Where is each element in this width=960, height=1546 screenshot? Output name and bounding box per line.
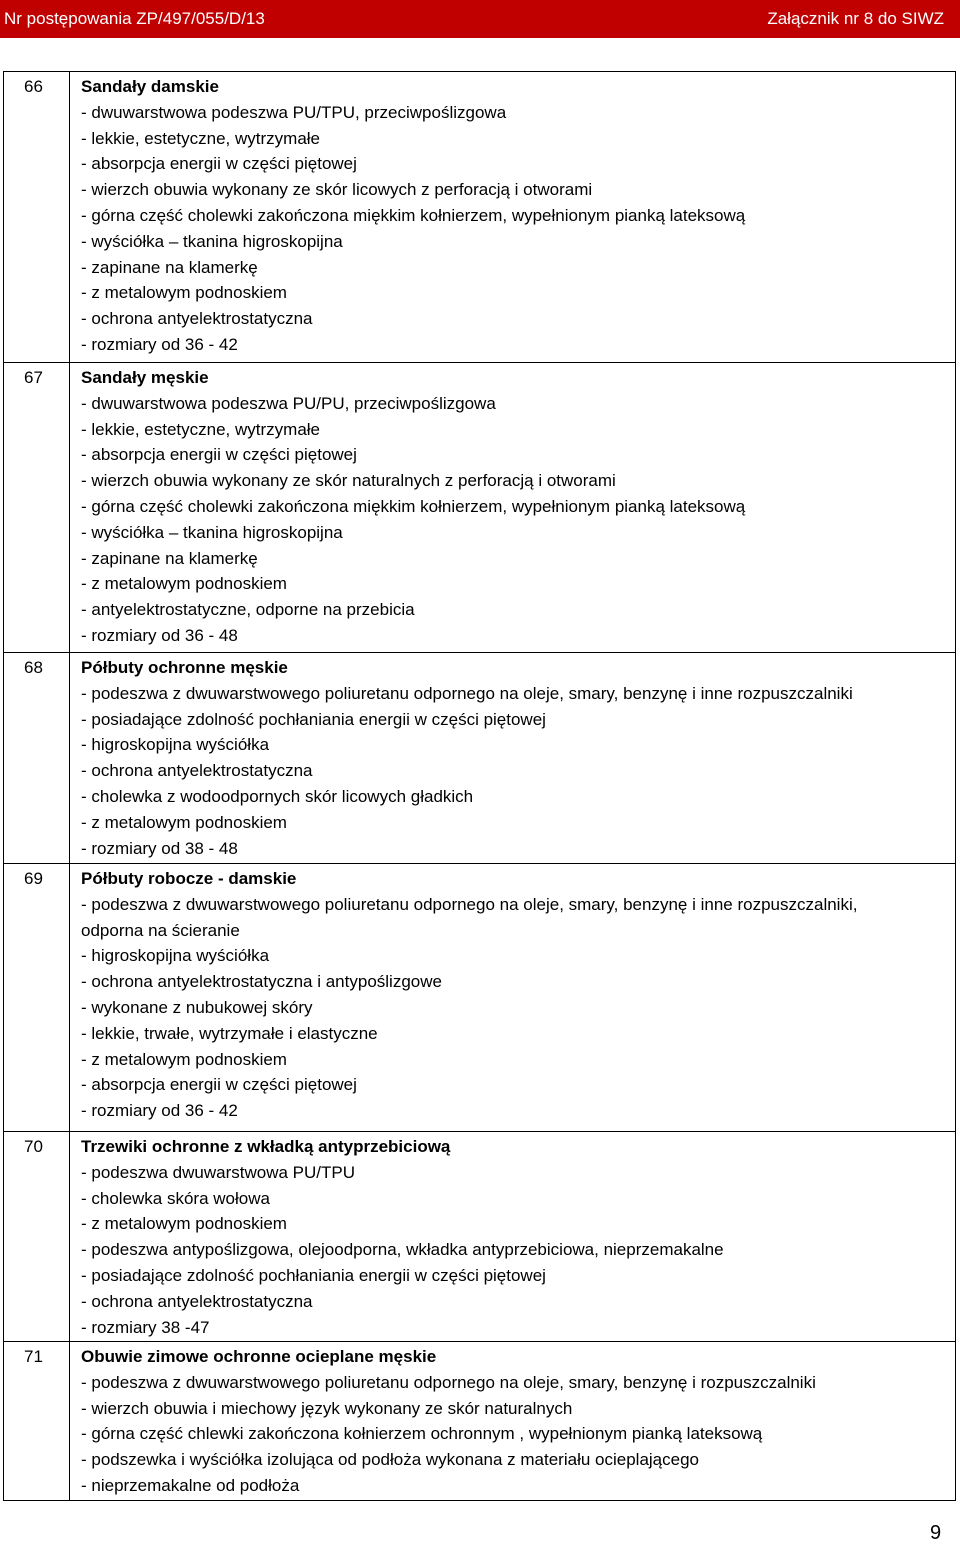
spec-line: - wykonane z nubukowej skóry bbox=[81, 997, 313, 1017]
spec-line: - z metalowym podnoskiem bbox=[81, 1214, 287, 1234]
procedure-number: Nr postępowania ZP/497/055/D/13 bbox=[4, 9, 265, 28]
spec-line: - absorpcja energii w części piętowej bbox=[81, 445, 357, 465]
spec-line: - podeszwa antypoślizgowa, olejoodporna, wkładka antyprzebiciowa, nieprzemakalne bbox=[81, 1240, 724, 1260]
spec-line: - podeszwa dwuwarstwowa PU/TPU bbox=[81, 1162, 355, 1182]
spec-line: - wierzch obuwia wykonany ze skór naturalnych z perforacją i otworami bbox=[81, 471, 616, 491]
item-number: 71 bbox=[4, 1342, 70, 1501]
spec-line: - wierzch obuwia wykonany ze skór licowych z perforacją i otworami bbox=[81, 180, 593, 200]
items-table bbox=[3, 71, 956, 1501]
item-title: Półbuty robocze - damskie bbox=[81, 869, 297, 888]
spec-line: - podszewka i wyściółka izolująca od podłoża wykonana z materiału ocieplającego bbox=[81, 1450, 700, 1470]
page-number: 9 bbox=[930, 1522, 942, 1544]
spec-line: - rozmiary 38 -47 bbox=[81, 1317, 210, 1337]
spec-line: - podeszwa z dwuwarstwowego poliuretanu odpornego na oleje, smary, benzynę i rozpuszczalniki bbox=[81, 1372, 816, 1392]
item-description bbox=[70, 864, 956, 1132]
spec-line: - absorpcja energii w części piętowej bbox=[81, 1075, 357, 1095]
item-row bbox=[4, 72, 956, 363]
page-header bbox=[0, 0, 960, 38]
attachment-label: Załącznik nr 8 do SIWZ bbox=[767, 9, 944, 28]
spec-line: - higroskopijna wyściółka bbox=[81, 735, 270, 755]
item-number: 69 bbox=[4, 864, 70, 1132]
spec-line: - górna część chlewki zakończona kołnierzem ochronnym , wypełnionym pianką lateksową bbox=[81, 1424, 763, 1444]
spec-line: - wierzch obuwia i miechowy język wykonany ze skór naturalnych bbox=[81, 1398, 573, 1418]
spec-line: - lekkie, trwałe, wytrzymałe i elastyczne bbox=[81, 1023, 378, 1043]
spec-line: - z metalowym podnoskiem bbox=[81, 283, 287, 303]
item-number: 70 bbox=[4, 1132, 70, 1342]
spec-line: - ochrona antyelektrostatyczna bbox=[81, 1291, 313, 1311]
spec-line: - ochrona antyelektrostatyczna bbox=[81, 761, 313, 781]
item-title: Obuwie zimowe ochronne ocieplane męskie bbox=[81, 1347, 437, 1366]
spec-line: - rozmiary od 36 - 48 bbox=[81, 625, 238, 645]
spec-line: - posiadające zdolność pochłaniania energii w części piętowej bbox=[81, 1265, 546, 1285]
spec-line: - zapinane na klamerkę bbox=[81, 548, 258, 568]
spec-line: - rozmiary od 38 - 48 bbox=[81, 838, 238, 858]
item-description bbox=[70, 653, 956, 864]
spec-line: - dwuwarstwowa podeszwa PU/PU, przeciwpoślizgowa bbox=[81, 393, 496, 413]
spec-line: - absorpcja energii w części piętowej bbox=[81, 154, 357, 174]
item-number: 66 bbox=[4, 72, 70, 363]
spec-line: - z metalowym podnoskiem bbox=[81, 574, 287, 594]
spec-line: - wyściółka – tkanina higroskopijna bbox=[81, 522, 343, 542]
spec-line: - lekkie, estetyczne, wytrzymałe bbox=[81, 128, 321, 148]
spec-line: - z metalowym podnoskiem bbox=[81, 812, 287, 832]
spec-line: - cholewka skóra wołowa bbox=[81, 1188, 270, 1208]
spec-line: - dwuwarstwowa podeszwa PU/TPU, przeciwpoślizgowa bbox=[81, 102, 507, 122]
spec-line: - nieprzemakalne od podłoża bbox=[81, 1475, 300, 1495]
item-number: 68 bbox=[4, 653, 70, 864]
spec-line: - rozmiary od 36 - 42 bbox=[81, 1101, 238, 1121]
item-title: Półbuty ochronne męskie bbox=[81, 658, 288, 677]
item-description bbox=[70, 1132, 956, 1342]
item-title: Sandały męskie bbox=[81, 368, 209, 387]
spec-line: - rozmiary od 36 - 42 bbox=[81, 334, 238, 354]
item-row bbox=[4, 1132, 956, 1342]
item-number: 67 bbox=[4, 363, 70, 653]
spec-line: odporna na ścieranie bbox=[81, 920, 240, 940]
spec-line: - posiadające zdolność pochłaniania energii w części piętowej bbox=[81, 709, 546, 729]
item-description bbox=[70, 1342, 956, 1501]
spec-line: - zapinane na klamerkę bbox=[81, 257, 258, 277]
item-title: Sandały damskie bbox=[81, 77, 219, 96]
item-row bbox=[4, 864, 956, 1132]
spec-line: - lekkie, estetyczne, wytrzymałe bbox=[81, 419, 321, 439]
spec-line: - górna część cholewki zakończona miękkim kołnierzem, wypełnionym pianką lateksową bbox=[81, 205, 746, 225]
item-description bbox=[70, 363, 956, 653]
spec-line: - ochrona antyelektrostatyczna i antypoślizgowe bbox=[81, 972, 442, 992]
spec-line: - górna część cholewki zakończona miękkim kołnierzem, wypełnionym pianką lateksową bbox=[81, 496, 746, 516]
spec-line: - z metalowym podnoskiem bbox=[81, 1049, 287, 1069]
spec-line: - cholewka z wodoodpornych skór licowych gładkich bbox=[81, 786, 474, 806]
item-row bbox=[4, 653, 956, 864]
item-row bbox=[4, 1342, 956, 1501]
spec-line: - wyściółka – tkanina higroskopijna bbox=[81, 231, 343, 251]
spec-line: - antyelektrostatyczne, odporne na przebicia bbox=[81, 600, 415, 620]
spec-line: - higroskopijna wyściółka bbox=[81, 946, 270, 966]
spec-line: - ochrona antyelektrostatyczna bbox=[81, 309, 313, 329]
item-title: Trzewiki ochronne z wkładką antyprzebiciową bbox=[81, 1137, 451, 1156]
item-row bbox=[4, 363, 956, 653]
spec-line: - podeszwa z dwuwarstwowego poliuretanu odpornego na oleje, smary, benzynę i inne rozpuszczalniki bbox=[81, 683, 853, 703]
item-description bbox=[70, 72, 956, 363]
spec-line: - podeszwa z dwuwarstwowego poliuretanu odpornego na oleje, smary, benzynę i inne rozpuszczalniki, bbox=[81, 894, 858, 914]
